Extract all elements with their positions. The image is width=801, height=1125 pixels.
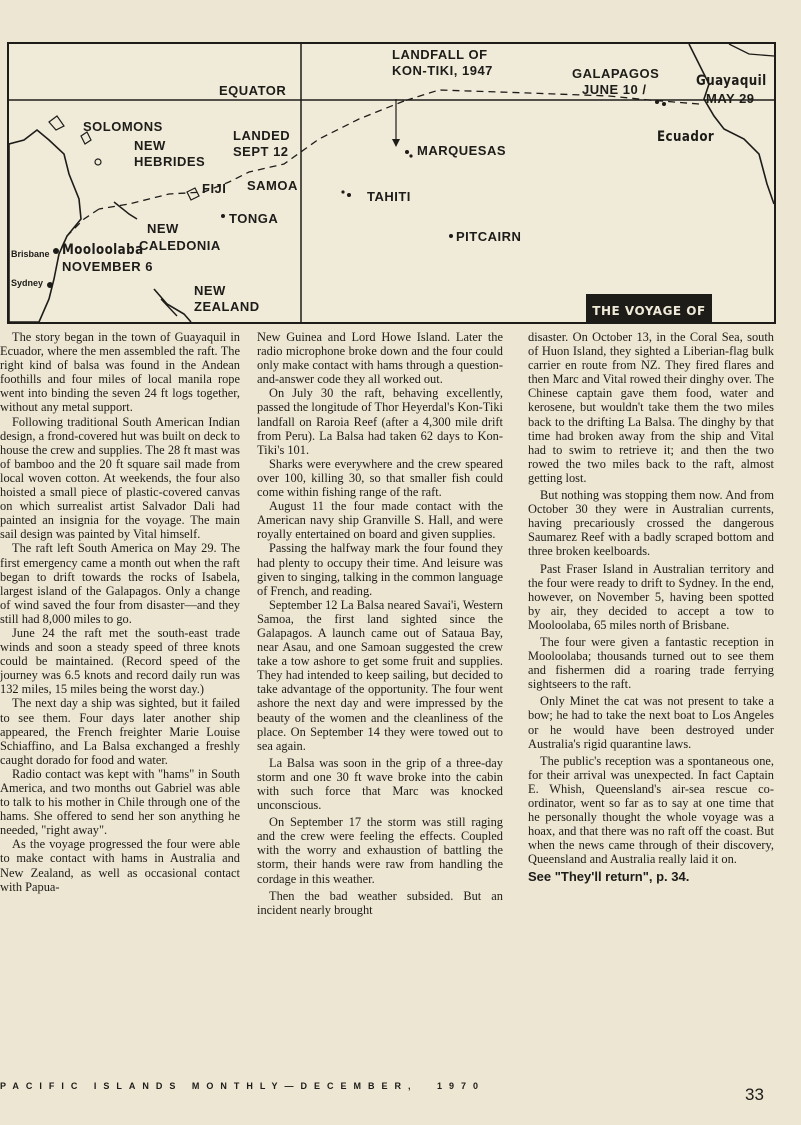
june-label: JUNE 10 / [582,82,647,97]
paragraph: On September 17 the storm was still raging and the crew were feeling the effects. Coupled with the worry and exhaustion of battling the storm, their hands were raw from handling the cordage in this weather. [257,815,503,886]
mooloolaba-label: Mooloolaba [62,242,144,258]
new-hebrides-label-2: HEBRIDES [134,154,206,169]
map-graphics [9,44,774,322]
brisbane-label: Brisbane [11,249,50,259]
paragraph: September 12 La Balsa neared Savai'i, Western Samoa, the first land sighted since the Galapagos. A launch came out of Sataua Bay, near Asau, and one Samoan suggested the crew take a tow ashore to get some fruit and supplies. They had intended to keep sailing, but decided to take advantage of the opportunity. The four went ashore the next day and were impressed by the beauty of the women and the cleanliness of the place. On September 14 they were towed out to sea again. [257,597,503,753]
new-hebrides-label-1: NEW [134,138,166,153]
see-also-link[interactable]: See "They'll return", p. 34. [528,869,690,885]
article-column-1 [0,330,240,894]
page-number: 33 [745,1085,764,1104]
article-column-3 [528,330,774,885]
paragraph: But nothing was stopping them now. And from October 30 they were in Australian currents, having precariously crossed the dangerous Saumarez Reef with a badly scraped bottom and three broken keelboards. [528,488,774,559]
samoa-label: SAMOA [247,178,298,193]
new-caledonia-label-2: CALEDONIA [139,238,221,253]
paragraph: Radio contact was kept with "hams" in South America, and two months out Gabriel was able to talk to his mother in Chile through one of the hams. She offered to send her son anything he needed, "right away". [0,766,240,838]
page-footer [0,1081,801,1091]
paragraph: Passing the halfway mark the four found they had plenty to occupy their time. And leisure was given to singing, talking in the common language of French, and reading. [257,541,503,598]
marquesas-label: MARQUESAS [417,143,507,158]
map-title-line2 [586,321,712,324]
article-column-2 [257,330,503,917]
publication-name: PACIFIC ISLANDS MONTHLY—DECEMBER, [0,1081,418,1091]
sydney-label: Sydney [11,278,44,288]
new-zealand-label-2: ZEALAND [194,299,260,314]
paragraph: The story began in the town of Guayaquil in Ecuador, where the men assembled the raft. The right kind of balsa was found in the Andean foothills and four miles of local manila rope went into binding the seven 24 ft logs together, without any metal support. [0,330,240,415]
landfall-label: LANDFALL OF [392,47,488,62]
paragraph: The four were given a fantastic reception in Mooloolaba; thousands turned out to see them and fishermen did a roaring trade ferrying sightseers to the raft. [528,634,774,692]
tahiti-label: TAHITI [367,189,411,204]
publication-year: 1970 [437,1081,486,1091]
paragraph: Then the bad weather subsided. But an incident nearly brought [257,888,503,917]
sept-label: SEPT 12 [233,144,289,159]
paragraph: Sharks were everywhere and the crew speared over 100, killing 30, so that smaller fish could come within fishing range of the raft. [257,456,503,500]
pitcairn-label: PITCAIRN [456,229,522,244]
paragraph: Following traditional South American Indian design, a frond-covered hut was built on deck to house the crew and supplies. The 28 ft mast was of bamboo and the 20 ft square sail made from local woven cotton. At weekends, the four also hoisted a small piece of plastic-covered canvas on which surrealist artist Salvador Dali had painted an insignia for the voyage. The main sail design was painted by Vital himself. [0,414,240,542]
landed-label: LANDED [233,128,291,143]
may-label: MAY 29 [706,91,755,106]
equator-label: EQUATOR [219,83,287,98]
new-caledonia-label-1: NEW [147,221,179,236]
paragraph: disaster. On October 13, in the Coral Sea, south of Huon Island, they sighted a Liberian-flag bulk carrier en route from NZ. They fired flares and then Marc and Vital rowed their dinghy over. The Chinese captain gave them food, water and kerosene, but wouldn't take them the two miles back to the drifting La Balsa. The dinghy by that time had broken away from the ship and Vital had to swim to retrieve it; and then the two rowed the two miles back to the raft, almost getting lost. [528,330,774,485]
paragraph: As the voyage progressed the four were able to make contact with hams in Australia and New Zealand, as well as occasional contact with Papua- [0,837,240,894]
november-label: NOVEMBER 6 [62,259,153,274]
voyage-map [7,42,776,324]
paragraph: Only Minet the cat was not present to take a bow; he had to take the next boat to Los Angeles or he would have been destroyed under Australia's rigid quarantine laws. [528,694,774,751]
paragraph: The raft left South America on May 29. The first emergency came a month out when the raft began to drift towards the rocks of Isabela, largest island of the Galapagos. Only a change of wind saved the four from disaster—and they still had 8,000 miles to go. [0,541,240,626]
fiji-label: FIJI [202,181,227,196]
paragraph: The next day a ship was sighted, but it failed to see them. Four days later another ship appeared, the French freighter Marie Louise Schiaffino, and La Balsa exchanged a freshly caught dorado for food and water. [0,696,240,767]
galapagos-label: GALAPAGOS [572,66,660,81]
tonga-label: TONGA [229,211,279,226]
new-zealand-label-1: NEW [194,283,226,298]
paragraph: La Balsa was soon in the grip of a three-day storm and one 30 ft wave broke into the cabin with such force that Marc was knocked unconscious. [257,755,503,813]
kon-tiki-label: KON-TIKI, 1947 [392,63,493,78]
guayaquil-label: Guayaquil [696,73,767,89]
paragraph: August 11 the four made contact with the American navy ship Granville S. Hall, and were royally entertained on board and given supplies. [257,499,503,542]
paragraph: The public's reception was a spontaneous one, for their arrival was unexpected. In fact Captain E. Whish, Queensland's air-sea rescue co-ordinator, went so far as to say at one time that he personally thought the whole voyage was a hoax, and that there was no raft off the coast. But when the news came through of their discovery, Queensland and Australia really laid it on. [528,753,774,867]
map-title-box [586,294,712,324]
paragraph: On July 30 the raft, behaving excellently, passed the longitude of Thor Heyerdal's Kon-Tiki landfall on Raroia Reef (after a 4,300 mile drift from Peru). La Balsa had taken 62 days to Kon-Tiki's 101. [257,386,503,457]
solomons-label: SOLOMONS [83,119,163,134]
map-title-line1: THE VOYAGE OF [592,304,706,318]
ecuador-label: Ecuador [657,129,715,145]
paragraph: New Guinea and Lord Howe Island. Later the radio microphone broke down and the four could only make contact with hams through a question-and-answer code they all worked out. [257,330,503,387]
paragraph: Past Fraser Island in Australian territory and the four were ready to drift to Sydney. In the end, however, on November 5, having been spotted by air, they decided to accept a tow to Mooloolaba, 65 miles north of Brisbane. [528,561,774,632]
paragraph: June 24 the raft met the south-east trade winds and soon a steady speed of three knots could be maintained. (Record speed of the journey was 6.5 knots and record daily run was 132 miles, 15 miles being the worst day.) [0,625,240,697]
